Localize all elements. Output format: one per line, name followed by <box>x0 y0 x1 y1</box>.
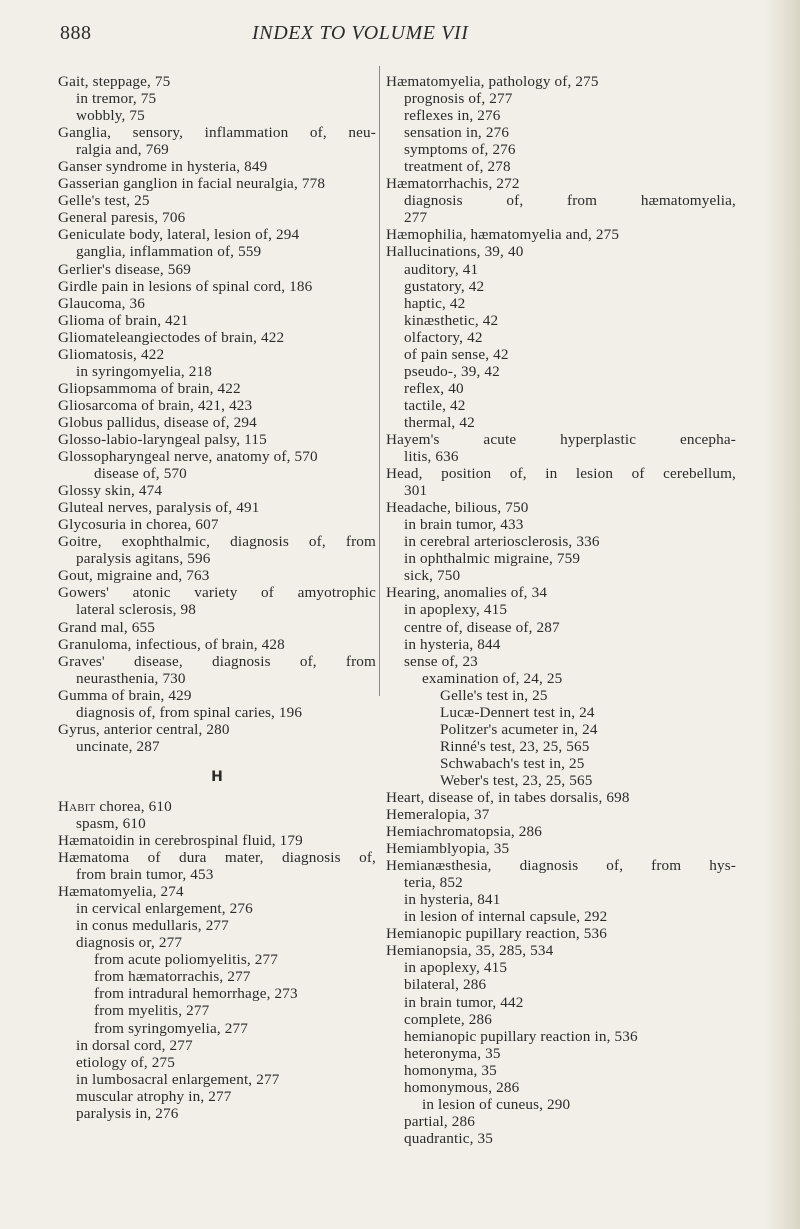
index-subentry: ganglia, inflammation of, 559 <box>76 243 262 261</box>
index-subentry: olfactory, 42 <box>404 328 483 346</box>
index-subentry: haptic, 42 <box>404 294 466 312</box>
index-subentry: in tremor, 75 <box>76 90 157 108</box>
index-subentry: from brain tumor, 453 <box>76 866 214 884</box>
index-subentry: in apoplexy, 415 <box>404 601 508 619</box>
index-subentry: from myelitis, 277 <box>94 1002 210 1020</box>
index-entry: Hallucinations, 39, 40 <box>386 243 524 261</box>
index-subentry: homonyma, 35 <box>404 1061 497 1079</box>
index-entry: Glycosuria in chorea, 607 <box>58 516 219 534</box>
index-subentry: pseudo-, 39, 42 <box>404 362 500 380</box>
index-entry: Hemianopsia, 35, 285, 534 <box>386 942 554 960</box>
index-subentry: prognosis of, 277 <box>404 90 513 108</box>
index-entry: Gumma of brain, 429 <box>58 686 192 704</box>
section-letter-heading: H <box>211 768 223 785</box>
index-entry: Habit chorea, 610 <box>58 797 172 815</box>
index-subentry: auditory, 41 <box>404 260 479 278</box>
index-subentry: thermal, 42 <box>404 413 475 431</box>
index-entry: Hæmatoidin in cerebrospinal fluid, 179 <box>58 832 303 850</box>
page-number: 888 <box>60 22 92 44</box>
index-entry: Hæmatoma of dura mater, diagnosis of, <box>58 849 376 867</box>
index-entry: Hemianæsthesia, diagnosis of, from hys- <box>386 857 736 875</box>
index-subentry: from acute poliomyelitis, 277 <box>94 951 279 969</box>
index-entry: Gyrus, anterior central, 280 <box>58 720 230 738</box>
index-entry: General paresis, 706 <box>58 209 186 227</box>
index-subentry: lateral sclerosis, 98 <box>76 601 196 619</box>
running-head: INDEX TO VOLUME VII <box>252 22 469 44</box>
entry-lead-word: Habit <box>58 797 96 815</box>
index-column-left <box>58 73 376 1122</box>
index-subentry: homonymous, 286 <box>404 1078 520 1096</box>
index-entry: Gelle's test, 25 <box>58 192 150 210</box>
index-subentry: in hysteria, 844 <box>404 635 501 653</box>
index-subentry: in dorsal cord, 277 <box>76 1036 193 1054</box>
index-subentry: in hysteria, 841 <box>404 891 501 909</box>
index-entry: Gliomatosis, 422 <box>58 345 165 363</box>
index-subentry: bilateral, 286 <box>404 976 487 994</box>
index-entry: Girdle pain in lesions of spinal cord, 186 <box>58 277 313 295</box>
index-subentry: reflexes in, 276 <box>404 107 501 125</box>
index-subentry: treatment of, 278 <box>404 158 511 176</box>
index-entry: Gait, steppage, 75 <box>58 73 171 90</box>
index-subentry: from syringomyelia, 277 <box>94 1019 249 1037</box>
index-entry: Goitre, exophthalmic, diagnosis of, from <box>58 533 376 551</box>
index-subentry: quadrantic, 35 <box>404 1129 493 1147</box>
index-subentry: 277 <box>404 209 428 227</box>
index-subentry: examination of, 24, 25 <box>422 669 563 687</box>
index-subentry: reflex, 40 <box>404 379 464 397</box>
index-subentry: sensation in, 276 <box>404 124 510 142</box>
index-subentry: in cerebral arteriosclerosis, 336 <box>404 533 600 551</box>
index-entry: Gliosarcoma of brain, 421, 423 <box>58 396 253 414</box>
index-subentry: Lucæ-Dennert test in, 24 <box>440 703 595 721</box>
index-subentry: in lesion of internal capsule, 292 <box>404 908 608 926</box>
index-subentry: in lesion of cuneus, 290 <box>422 1095 571 1113</box>
index-entry: Hæmatorrhachis, 272 <box>386 175 520 193</box>
index-entry: Gliopsammoma of brain, 422 <box>58 379 241 397</box>
index-subentry: ralgia and, 769 <box>76 141 169 159</box>
index-subentry: disease of, 570 <box>94 465 187 483</box>
index-entry: Gluteal nerves, paralysis of, 491 <box>58 499 260 517</box>
index-entry: Head, position of, in lesion of cerebellum, <box>386 465 736 483</box>
index-subentry: wobbly, 75 <box>76 107 145 125</box>
index-subentry: partial, 286 <box>404 1112 475 1130</box>
index-subentry: in ophthalmic migraine, 759 <box>404 550 581 568</box>
index-subentry: spasm, 610 <box>76 814 146 832</box>
index-subentry: heteronyma, 35 <box>404 1044 501 1062</box>
index-subentry: Politzer's acumeter in, 24 <box>440 720 598 738</box>
index-subentry: Weber's test, 23, 25, 565 <box>440 771 593 789</box>
index-entry: Glossy skin, 474 <box>58 482 163 500</box>
index-entry: Glossopharyngeal nerve, anatomy of, 570 <box>58 448 318 466</box>
index-entry: Glioma of brain, 421 <box>58 311 189 329</box>
index-entry: Geniculate body, lateral, lesion of, 294 <box>58 226 300 244</box>
index-subentry: tactile, 42 <box>404 396 466 414</box>
index-subentry: from hæmatorrachis, 277 <box>94 968 251 986</box>
index-subentry: gustatory, 42 <box>404 277 485 295</box>
index-subentry: paralysis agitans, 596 <box>76 550 211 568</box>
column-divider <box>379 66 380 696</box>
index-entry: Glosso-labio-laryngeal palsy, 115 <box>58 430 267 448</box>
index-subentry: Schwabach's test in, 25 <box>440 754 585 772</box>
index-entry: Ganglia, sensory, inflammation of, neu- <box>58 124 376 142</box>
index-subentry: 301 <box>404 482 428 500</box>
index-subentry: hemianopic pupillary reaction in, 536 <box>404 1027 638 1045</box>
index-subentry: Gelle's test in, 25 <box>440 686 548 704</box>
index-entry: Graves' disease, diagnosis of, from <box>58 652 376 670</box>
index-subentry: in apoplexy, 415 <box>404 959 508 977</box>
index-entry: Hæmophilia, hæmatomyelia and, 275 <box>386 226 620 244</box>
index-subentry: kinæsthetic, 42 <box>404 311 499 329</box>
index-subentry: diagnosis or, 277 <box>76 934 183 952</box>
index-entry: Headache, bilious, 750 <box>386 499 529 517</box>
index-subentry: teria, 852 <box>404 874 463 892</box>
index-subentry: in syringomyelia, 218 <box>76 362 213 380</box>
index-subentry: symptoms of, 276 <box>404 141 516 159</box>
index-entry: Heart, disease of, in tabes dorsalis, 698 <box>386 788 630 806</box>
index-subentry: of pain sense, 42 <box>404 345 509 363</box>
index-entry: Gliomateleangiectodes of brain, 422 <box>58 328 285 346</box>
index-entry: Gout, migraine and, 763 <box>58 567 210 585</box>
index-entry: Hemeralopia, 37 <box>386 806 490 824</box>
index-entry: Gowers' atonic variety of amyotrophic <box>58 584 376 602</box>
index-subentry: in conus medullaris, 277 <box>76 917 229 935</box>
index-column-right <box>386 73 736 1147</box>
page-edge-shadow <box>764 0 800 1229</box>
index-entry: Granuloma, infectious, of brain, 428 <box>58 635 285 653</box>
index-subentry: muscular atrophy in, 277 <box>76 1087 232 1105</box>
index-subentry: diagnosis of, from hæmatomyelia, <box>404 192 736 210</box>
index-subentry: uncinate, 287 <box>76 737 160 755</box>
index-subentry: paralysis in, 276 <box>76 1104 179 1122</box>
index-entry: Gasserian ganglion in facial neuralgia, 778 <box>58 175 326 193</box>
index-subentry: litis, 636 <box>404 448 459 466</box>
index-entry: Hayem's acute hyperplastic encepha- <box>386 430 736 448</box>
index-subentry: in brain tumor, 433 <box>404 516 524 534</box>
index-subentry: centre of, disease of, 287 <box>404 618 560 636</box>
index-entry: Ganser syndrome in hysteria, 849 <box>58 158 268 176</box>
index-subentry: diagnosis of, from spinal caries, 196 <box>76 703 303 721</box>
index-subentry: sick, 750 <box>404 567 461 585</box>
index-subentry: neurasthenia, 730 <box>76 669 186 687</box>
index-entry: Grand mal, 655 <box>58 618 155 636</box>
index-subentry: sense of, 23 <box>404 652 478 670</box>
index-subentry: complete, 286 <box>404 1010 492 1028</box>
index-entry: Hæmatomyelia, 274 <box>58 883 184 901</box>
index-subentry: from intradural hemorrhage, 273 <box>94 985 298 1003</box>
index-subentry: in lumbosacral enlargement, 277 <box>76 1070 280 1088</box>
index-subentry: in cervical enlargement, 276 <box>76 900 253 918</box>
index-entry: Hæmatomyelia, pathology of, 275 <box>386 73 599 90</box>
index-entry: Hemiamblyopia, 35 <box>386 840 510 858</box>
index-entry: Globus pallidus, disease of, 294 <box>58 413 257 431</box>
index-entry: Hearing, anomalies of, 34 <box>386 584 548 602</box>
index-entry: Hemianopic pupillary reaction, 536 <box>386 925 608 943</box>
index-entry: Glaucoma, 36 <box>58 294 145 312</box>
index-entry: Gerlier's disease, 569 <box>58 260 191 278</box>
index-subentry: in brain tumor, 442 <box>404 993 524 1011</box>
index-subentry: Rinné's test, 23, 25, 565 <box>440 737 590 755</box>
index-subentry: etiology of, 275 <box>76 1053 175 1071</box>
index-entry: Hemiachromatopsia, 286 <box>386 823 542 841</box>
